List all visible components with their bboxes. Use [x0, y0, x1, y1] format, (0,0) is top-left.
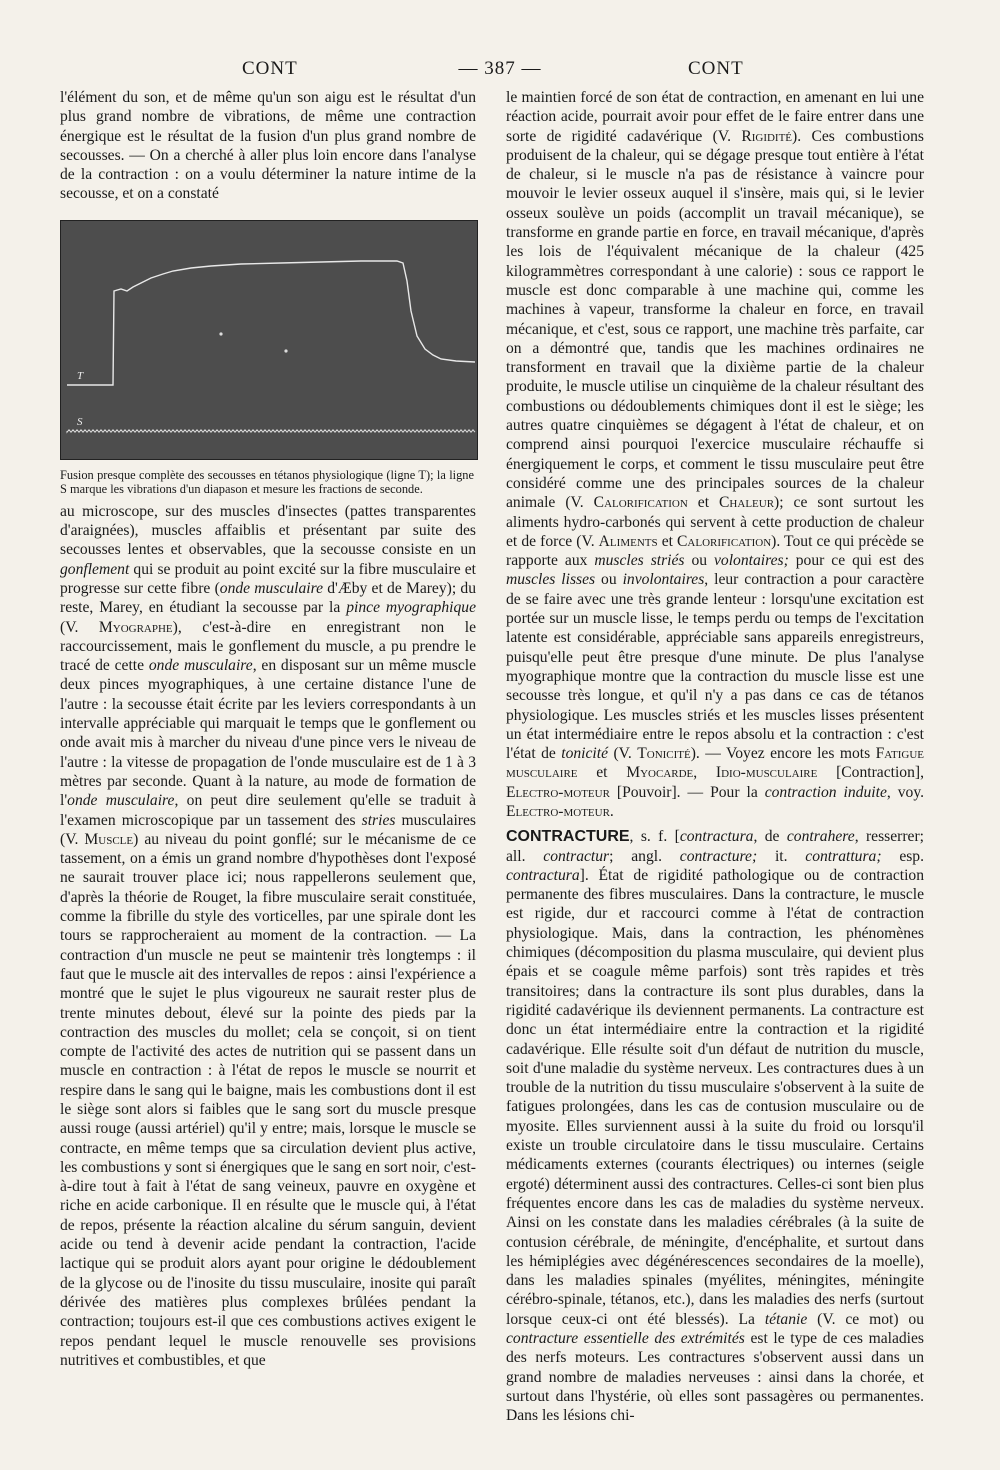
- right-contraction-paragraph: [506, 88, 924, 821]
- text-run: (V.: [60, 618, 99, 636]
- text-run: (V.: [608, 745, 638, 763]
- cross-reference: Rigidité: [741, 127, 793, 145]
- text-run: [Contraction],: [817, 764, 924, 782]
- text-run: esp.: [881, 847, 924, 865]
- italic-term: contracture;: [679, 847, 758, 865]
- tracing-dot: [219, 332, 222, 335]
- cross-reference: Chaleur: [719, 494, 775, 512]
- myograph-figure: [60, 220, 476, 496]
- text-run: ); ce sont surtout les aliments hydro-carbonés qui servent à cette production de chaleur et de force (V.: [506, 494, 924, 550]
- text-run: [Pouvoir]. — Pour la: [609, 783, 765, 801]
- text-run: pour ce qui est des: [788, 552, 925, 570]
- cross-reference: Calorification: [593, 494, 688, 512]
- cross-reference: Electro-moteur.: [506, 802, 614, 820]
- italic-term: contractura: [506, 866, 580, 884]
- italic-term: muscles striés: [594, 552, 685, 570]
- text-run: et: [657, 532, 678, 550]
- text-run: ), c'est-à-dire en enregistrant non le raccourcissement, mais le gonflement du muscle, a pu prendre le tracé de cette: [60, 618, 477, 675]
- italic-term: pince myographique: [346, 599, 476, 617]
- cross-reference: Calorification: [677, 532, 772, 550]
- text-run: ). — Voyez encore les mots: [690, 745, 876, 763]
- cross-reference: Myographe: [98, 618, 173, 636]
- text-run: , s. f. [: [629, 828, 680, 846]
- text-run: ; angl.: [609, 847, 680, 865]
- text-run: (V. ce mot) ou: [807, 1310, 924, 1328]
- text-run: ) au niveau du point gonflé; sur le mécanisme de ce tassement, on a émis un grand nombre d'hypothèses dont l'exposé ne saurait trouver place ici; nous rappellerons seulement que, d'après la théorie de Rouget, la fibre musculaire serait constituée, comme la fibrille du style des vorticelles, par une spirale dont les tours se rapprocheraient au moment de la contraction. — La contraction d'un muscle ne peut se maintenir très longtemps : il faut que le muscle ait des intervalles de repos : ainsi l'expérience a montré que le sujet le plus vigoureux ne saurait rester plus de trente minutes debout, élevé sur la pointe des pieds par la contraction des muscles du mollet; cela se conçoit, si on tient compte de l'activité des actes de nutrition qui se passent dans un muscle en contraction : à l'état de repos le muscle se nourrit et respire dans le sang qui le baigne, mais les combustions dont il est le siège sont alors si faibles que le sang sort du muscle presque aussi rouge (aussi artériel) qu'il y entre; mais, lorsque le muscle se contracte, en même temps que sa circulation devient plus active, les combustions y sont si énergiques que le sang en sort noir, c'est-à-dire tout à fait à l'état de sang veineux, pauvre en oxygène et riche en acide carbonique. Il en résulte que le muscle qui, à l'état de repos, présente la réaction alcaline du sérum sanguin, devient acide ou tend à devenir acide pendant la contraction, l'acide lactique qui se produit alors ayant pour origine le dédoublement de la glycose ou de l'inosite du tissu musculaire, inosite qui paraît dérivée des matières plus complexes brûlées pendant la contraction; toujours est-il que ces combustions actives exigent le repos pendant lequel le muscle renouvelle ses provisions nutritives et combustibles, et que: [60, 830, 476, 1369]
- entry-headword: CONTRACTURE: [506, 828, 630, 846]
- text-run: ). Ces combustions produisent de la chaleur, qui se dégage presque tout entière à l'état de chaleur, si le muscle n'a pas de résistance à vaincre pour mouvoir le levier osseux auquel il s'insère, mais qui, si le levier osseux soulève un poids (accomplit un travail mécanique), se transforme en grande partie en force, en travail mécanique, d'après les lois de l'équivalent mécanique de la chaleur (425 kilogrammètres correspondant à une calorie) : sous ce rapport le muscle est donc comparable à une machine qui, comme les machines à vapeur, transforme la chaleur en force, en travail mécanique, et c'est, sous ce rapport, une machine très parfaite, car on a démontré que, tandis que les machines ordinaires ne transforment en travail que la dixième partie de la chaleur produite, le muscle utilise un cinquième de la chaleur résultant des combustions ou dédoublements chimiques dont il est le siège; les autres quatre cinquièmes se dégagent à l'état de chaleur, et on comprend ainsi pourquoi l'exercice musculaire réchauffe si énergiquement le corps, et comment le tissu musculaire peut être considéré comme une des principales sources de la chaleur animale (V.: [506, 127, 924, 512]
- running-header: [0, 58, 1000, 82]
- text-run: au microscope, sur des muscles d'insectes (pattes transparentes d'araignées), muscles affaiblis et présentant par suite des secousses lentes et observables, que la secousse consiste en un: [60, 502, 476, 559]
- italic-term: contractur: [543, 847, 610, 865]
- header-right-word: CONT: [688, 58, 744, 79]
- tracing-dot: [284, 349, 287, 352]
- text-run: d'Æby et de Marey); du reste, Marey, en étudiant la secousse par la: [60, 579, 476, 617]
- text-run: ,: [693, 764, 716, 782]
- myograph-tracing: [60, 220, 478, 460]
- text-run: , leur contraction a pour caractère de se faire avec une très grande lenteur : lorsqu'une excitation est portée sur un muscle lisse, le temps perdu ou temps de l'excitation latente est considérable, appréciable sans appareils enregistreurs, puisqu'elle peut être presque d'une minute. De plus l'analyse myographique montre que la contraction du muscle lisse est une secousse très longue, et qu'il n'y a pas dans ce cas de tétanos physiologique. Les muscles striés et les muscles lisses présentent un état intermédiaire entre le repos absolu et la contraction : c'est l'état de: [506, 571, 925, 763]
- text-run: le maintien forcé de son état de contraction, en amenant en lui une réaction acide, pourrait avoir pour effet de le faire entrer dans une sorte de rigidité cadavérique (V.: [506, 89, 924, 145]
- italic-term: onde musculaire: [219, 579, 324, 597]
- page-number: — 387 —: [458, 58, 542, 79]
- italic-term: muscles lisses: [506, 571, 596, 589]
- tracing-svg: [61, 221, 477, 459]
- italic-term: onde musculaire: [148, 657, 253, 675]
- text-run: , resserrer; all.: [506, 828, 924, 865]
- italic-term: involontaires: [622, 571, 705, 589]
- text-run: , voy.: [886, 783, 925, 801]
- cross-reference: Idio-musculaire: [715, 764, 818, 782]
- italic-term: onde musculaire: [67, 792, 175, 810]
- label-t: T: [77, 369, 84, 382]
- cross-reference: Electro-moteur: [506, 783, 610, 801]
- cross-reference: Muscle: [84, 830, 134, 848]
- text-run: musculaires (V.: [60, 811, 476, 848]
- text-run: ]. État de rigidité pathologique ou de contraction permanente des fibres musculaires. Dans la contracture, le muscle est rigide, dur et raccourci comme à l'état de contraction physiologique. Mais, dans la contraction, les phénomènes chimiques (décomposition du plasma musculaire, qui devient plus épais et se coagule même parfois) sont très rapides et très transitoires; dans la contracture ils sont plus durables, dans la rigidité cadavérique ils deviennent permanents. La contracture est donc un état intermédiaire entre la contraction et la rigidité cadavérique. Elle résulte soit d'un défaut de nutrition du muscle, soit d'une maladie du système nerveux. Les contractures dues à un trouble de la nutrition du tissu musculaire s'observent à la suite de fatigues prolongées, dans les cas de contusion musculaire ou de myosite. Elles surviennent aussi à la suite du froid ou lorsqu'il existe un trouble circulatoire dans le tissu musculaire. Certains médicaments externes (courants électriques) ou internes (seigle ergoté) déterminent aussi des contractures. Celles-ci sont bien plus fréquentes encore dans les cas de maladies du système nerveux. Ainsi on les constate dans les maladies cérébrales (à la suite de contusion cérébrale, de méningite, d'encéphalite, et surtout dans les hémiplégies avec dégénérescences secondaires de la moelle), dans les maladies spinales (myélites, méningites, méningite cérébro-spinale, tétanos, etc.), dans les maladies des nerfs (surtout lorsque ceux-ci ont été blessés). La: [506, 866, 924, 1328]
- text-run: est le type de ces maladies des nerfs moteurs. Les contractures s'observent aussi dans un grand nombre de maladies nerveuses : ainsi dans la chorée, et surtout dans l'hystérie, où elles sont passagères ou permanentes. Dans les lésions chi-: [506, 1330, 925, 1425]
- header-left-word: CONT: [242, 58, 298, 79]
- left-column: [60, 88, 476, 1370]
- left-main-paragraph: [60, 502, 476, 1370]
- text-run: it.: [757, 847, 806, 865]
- italic-term: contrattura;: [805, 847, 882, 865]
- italic-term: stries: [361, 811, 396, 829]
- text-run: ou: [595, 571, 623, 589]
- italic-term: gonflement: [60, 560, 130, 578]
- italic-term: contracture essentielle des extrémités: [506, 1330, 745, 1347]
- italic-term: contraction induite: [764, 783, 887, 801]
- text-run: , de: [753, 828, 787, 846]
- cross-reference: Myocarde: [626, 764, 694, 782]
- left-intro-paragraph: l'élément du son, et de même qu'un son aigu est le résultat d'un plus grand nombre de vibrations, de même une contraction énergique est le résultat de la fusion d'un plus grand nombre de secousses. — On a cherché à aller plus loin encore dans l'analyse de la contraction : on a voulu déterminer la nature intime de la secousse, et on a constaté: [60, 89, 476, 203]
- contracture-entry: [506, 827, 924, 1425]
- figure-caption: Fusion presque complète des secousses en tétanos physiologique (ligne T); la ligne S marque les vibrations d'un diapason et mesure les fractions de seconde.: [60, 467, 474, 496]
- cross-reference: Fatigue musculaire: [506, 745, 924, 782]
- cross-reference: Tonicité: [637, 745, 691, 763]
- italic-term: contrahere: [786, 828, 855, 846]
- text-run: , en disposant sur un même muscle deux pinces myographiques, à une certaine distance l'une de l'autre : la secousse était écrite par les leviers correspondants à un intervalle appréciable qui marquait le temps que le gonflement ou onde avait mis à marcher du niveau d'une pince vers le niveau de l'autre : la vitesse de propagation de l'onde musculaire est de 1 à 3 mètres par seconde. Quant à la nature, au mode de formation de l': [60, 657, 476, 810]
- right-column: [506, 88, 924, 1425]
- italic-term: contractura: [679, 828, 754, 846]
- text-run: et: [577, 764, 627, 782]
- text-run: qui se produit au point excité sur la fibre musculaire et progresse sur cette fibre (: [60, 560, 476, 597]
- italic-term: volontaires;: [714, 552, 789, 570]
- italic-term: tétanie: [764, 1310, 808, 1328]
- text-run: , on peut dire seulement qu'elle se traduit à l'examen microscopique par un tassement des: [60, 792, 476, 829]
- label-s: S: [77, 415, 83, 428]
- italic-term: tonicité: [561, 745, 609, 763]
- text-run: et: [687, 494, 720, 512]
- cross-reference: Aliments: [598, 532, 658, 550]
- text-run: ). Tout ce qui précède se rapporte aux: [506, 532, 924, 570]
- text-run: ou: [684, 552, 714, 570]
